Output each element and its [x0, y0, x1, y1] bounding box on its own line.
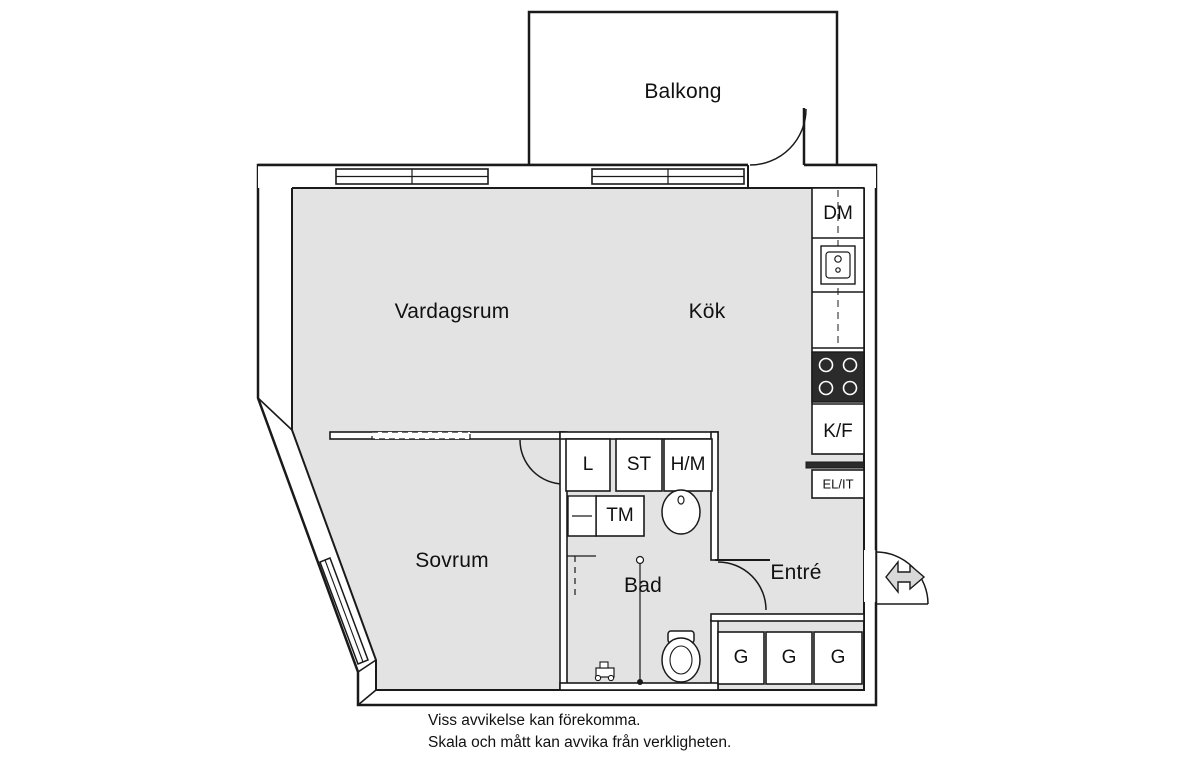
- room-label-bad: Bad: [624, 574, 662, 597]
- appliance-label-g-2: G: [781, 647, 797, 668]
- disclaimer-text: [428, 710, 731, 754]
- window-living-room: [336, 169, 488, 184]
- disclaimer-line-1: Viss avvikelse kan förekomma.: [428, 712, 641, 729]
- appliance-label-hm: H/M: [670, 454, 706, 475]
- appliance-label-l: L: [582, 454, 594, 475]
- appliance-label-st: ST: [626, 454, 652, 475]
- room-label-kok: Kök: [688, 300, 726, 323]
- appliance-label-dm: DM: [823, 203, 853, 224]
- appliance-label-elit: EL/IT: [822, 476, 854, 492]
- disclaimer-line-2: Skala och mått kan avvika från verkligheten.: [428, 734, 732, 751]
- entrance-door: [864, 550, 928, 604]
- room-label-vardagsrum: Vardagsrum: [394, 300, 510, 323]
- kitchen-counter: [806, 188, 864, 498]
- appliance-label-g-3: G: [830, 647, 846, 668]
- appliance-label-kf: K/F: [823, 421, 853, 442]
- appliance-label-tm: TM: [606, 505, 634, 526]
- room-label-balkong: Balkong: [644, 80, 722, 103]
- window-kitchen: [592, 169, 744, 184]
- appliance-label-g-1: G: [733, 647, 749, 668]
- room-label-sovrum: Sovrum: [415, 549, 489, 572]
- room-label-entre: Entré: [770, 561, 822, 584]
